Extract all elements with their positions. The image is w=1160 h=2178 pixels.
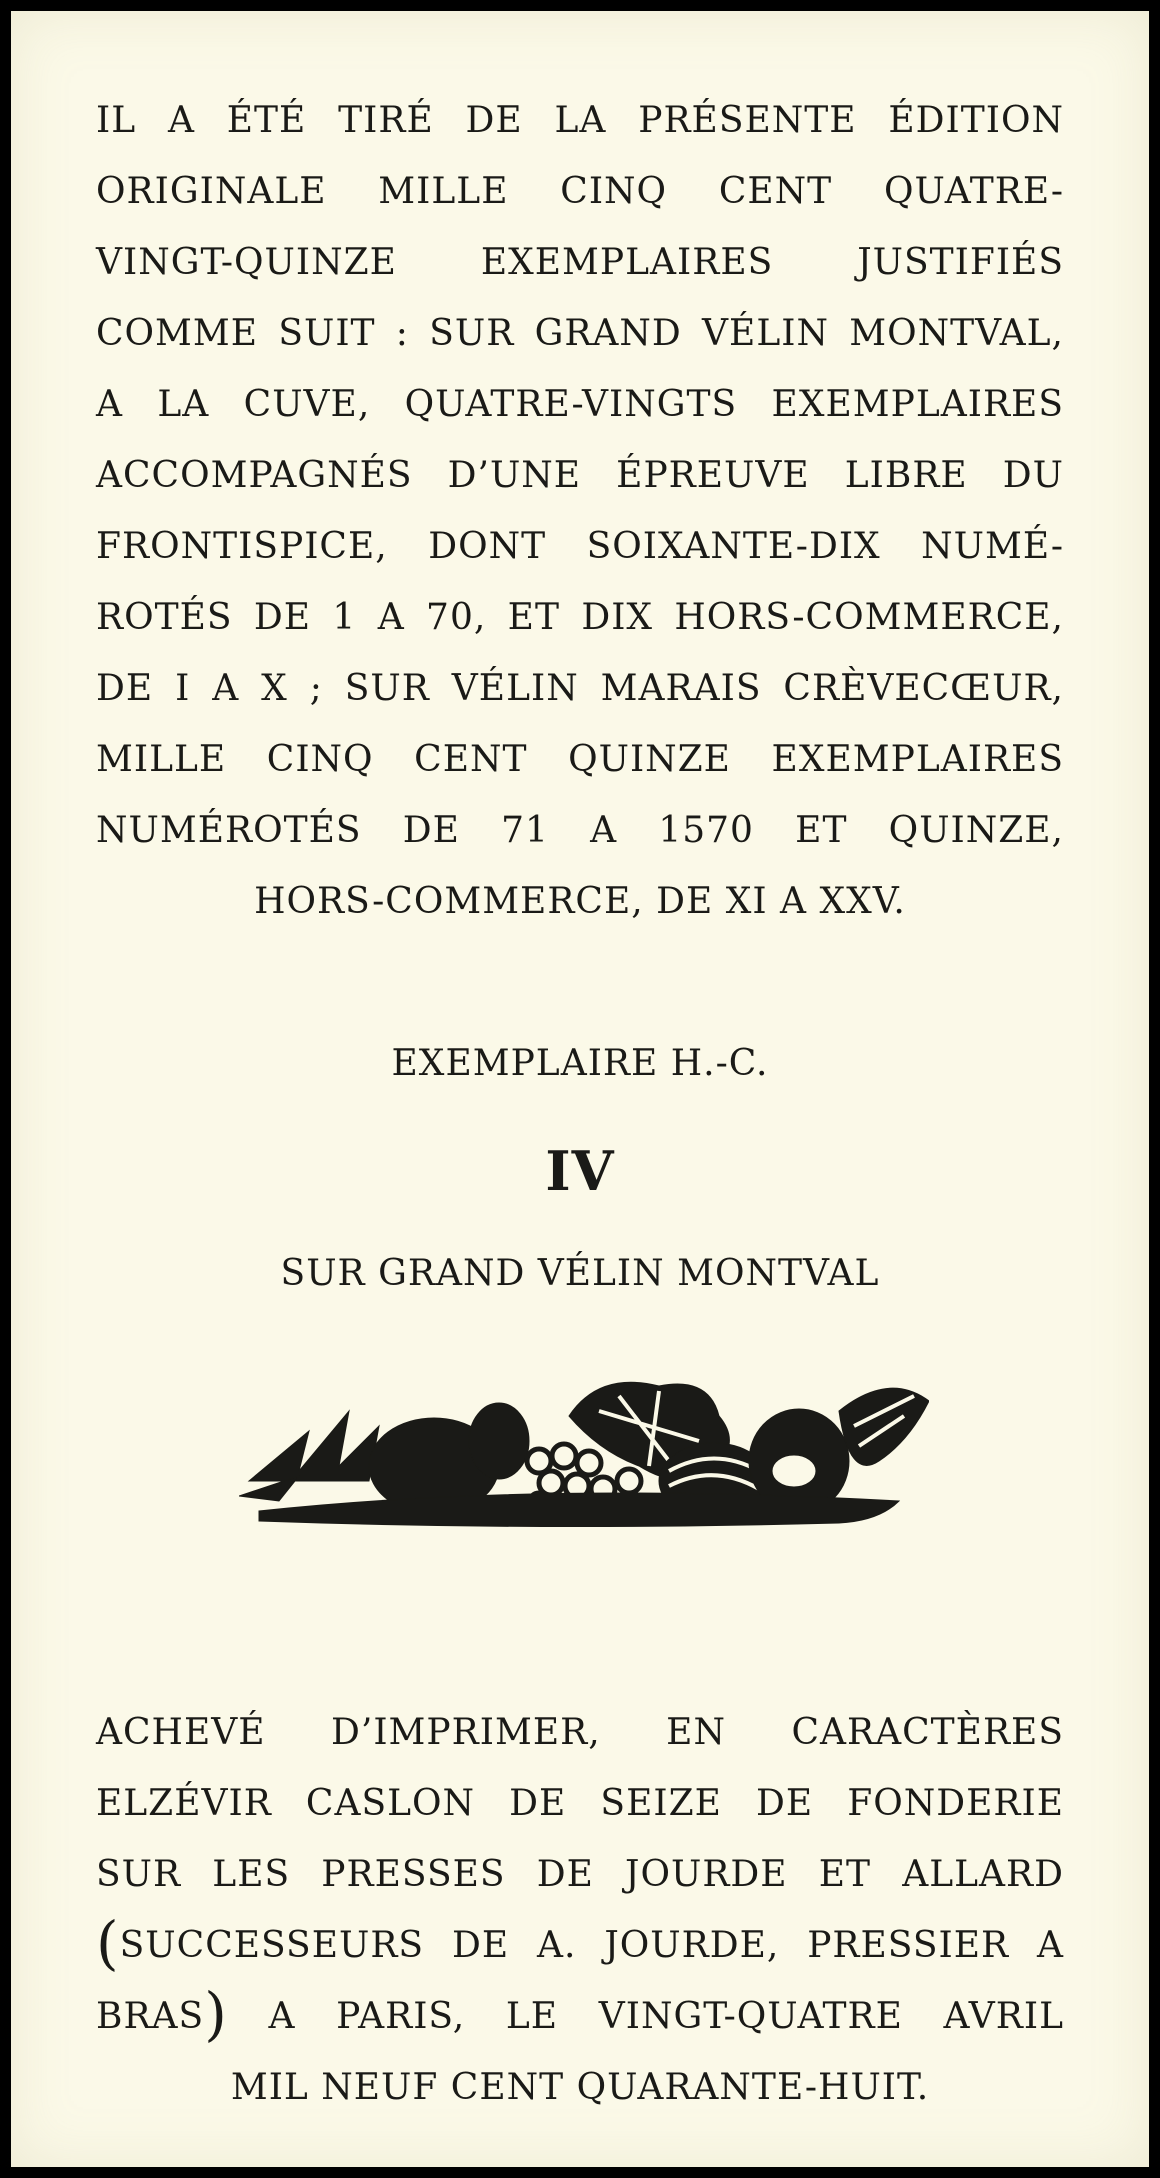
edition-line: VINGT-QUINZE EXEMPLAIRES JUSTIFIÉS [96,242,1064,283]
edition-line: COMME SUIT : SUR GRAND VÉLIN MONTVAL, [96,313,1064,354]
printing-statement [96,1697,1064,2123]
printing-line [96,1910,1064,1981]
printing-line: SUR LES PRESSES DE JOURDE ET ALLARD [96,1854,1064,1895]
printing-line-text: A PARIS, LE VINGT-QUATRE AVRIL [268,1996,1064,2037]
printing-line-text: SUCCESSEURS DE A. JOURDE, PRESSIER A [119,1925,1064,1966]
paper-label: SUR GRAND VÉLIN MONTVAL [280,1253,880,1294]
printing-line: ACHEVÉ D’IMPRIMER, EN CARACTÈRES [96,1712,1064,1753]
printing-line-text: BRAS [96,1996,205,2037]
edition-line: HORS-COMMERCE, DE XI A XXV. [254,881,906,922]
printing-line: ELZÉVIR CASLON DE SEIZE DE FONDERIE [96,1783,1064,1824]
edition-line: ACCOMPAGNÉS D’UNE ÉPREUVE LIBRE DU [96,455,1064,496]
fruit-garland-icon [239,1371,929,1531]
colophon-page [11,11,1149,2167]
edition-line: ORIGINALE MILLE CINQ CENT QUATRE- [96,171,1064,212]
edition-line: NUMÉROTÉS DE 71 A 1570 ET QUINZE, [96,810,1064,851]
edition-line: ROTÉS DE 1 A 70, ET DIX HORS-COMMERCE, [96,597,1064,638]
edition-statement [96,85,1064,937]
open-parenthesis: ( [96,1909,120,1977]
edition-line: FRONTISPICE, DONT SOIXANTE-DIX NUMÉ- [96,526,1064,567]
printing-line: MIL NEUF CENT QUARANTE-HUIT. [230,2067,930,2108]
edition-line: A LA CUVE, QUATRE-VINGTS EXEMPLAIRES [96,384,1064,425]
printing-line [96,1981,1064,2052]
edition-line: MILLE CINQ CENT QUINZE EXEMPLAIRES [96,739,1064,780]
copy-number: IV [545,1139,615,1203]
edition-line: IL A ÉTÉ TIRÉ DE LA PRÉSENTE ÉDITION [96,100,1064,141]
copy-label: EXEMPLAIRE H.-C. [391,1043,769,1084]
close-parenthesis: ) [204,1980,228,2048]
edition-line: DE I A X ; SUR VÉLIN MARAIS CRÈVECŒUR, [96,668,1064,709]
